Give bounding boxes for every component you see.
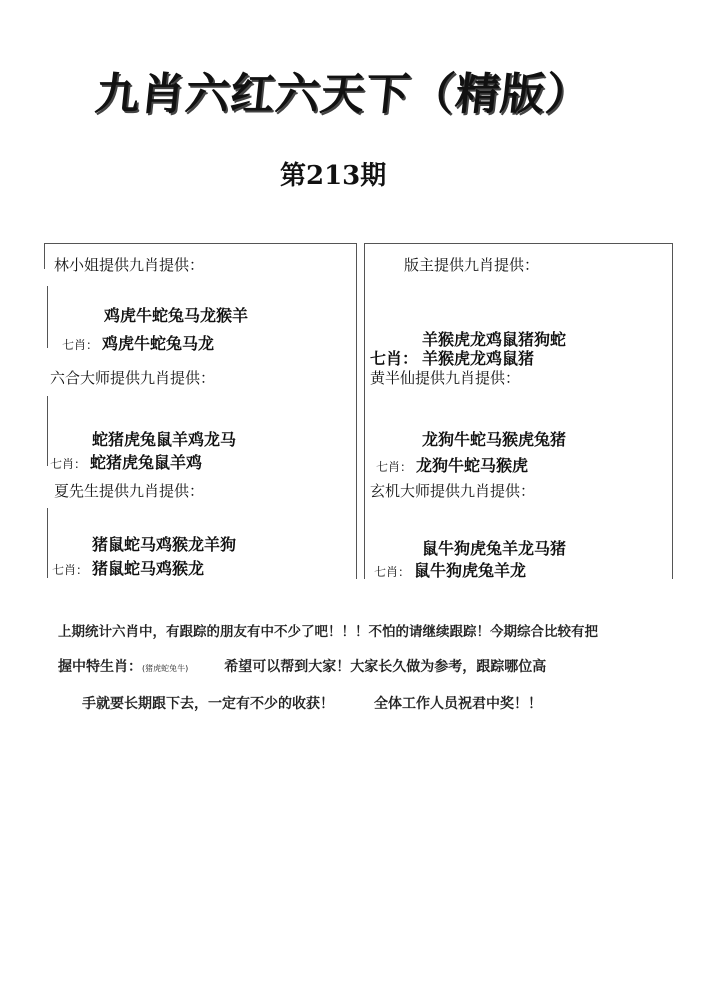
nine-zodiac-list: 羊猴虎龙鸡鼠猪狗蛇 xyxy=(422,330,567,349)
section-heading: 六合大师提供九肖提供： xyxy=(50,369,216,387)
seven-zodiac-list: 蛇猪虎兔鼠羊鸡 xyxy=(90,453,203,472)
footer-line-3-start: 手就要长期跟下去，一定有不少的收获！ xyxy=(82,696,334,712)
seven-label: 七肖： xyxy=(50,457,87,471)
footer-line-2-end: 希望可以帮到大家！大家长久做为参考，跟踪哪位高 xyxy=(224,659,547,675)
table-mid-border-left xyxy=(356,243,357,579)
seven-zodiac-row xyxy=(52,556,204,579)
seven-zodiac-row xyxy=(62,331,214,354)
seven-zodiac-row xyxy=(374,558,526,581)
nine-zodiac-list: 鼠牛狗虎兔羊龙马猪 xyxy=(422,539,567,558)
table-top-left-border xyxy=(44,243,356,244)
section-heading: 版主提供九肖提供： xyxy=(404,256,540,274)
seven-zodiac-list: 猪鼠蛇马鸡猴龙 xyxy=(92,559,205,578)
table-left-border-4 xyxy=(47,508,48,578)
seven-zodiac-list: 羊猴虎龙鸡鼠猪 xyxy=(422,349,535,368)
seven-zodiac-row xyxy=(370,346,534,369)
footer-line-2 xyxy=(58,656,546,676)
seven-zodiac-row xyxy=(50,450,202,473)
section-heading: 夏先生提供九肖提供： xyxy=(54,482,205,500)
seven-label: 七肖： xyxy=(52,563,89,577)
seven-label: 七肖： xyxy=(376,460,413,474)
table-right-border xyxy=(672,243,673,579)
page-title: 九肖六红六天下（精版） xyxy=(92,69,594,120)
issue-number: 第213期 xyxy=(280,161,387,191)
table-mid-border-right xyxy=(364,243,365,579)
table-left-border-3 xyxy=(47,396,48,466)
table-left-border-1 xyxy=(44,243,45,269)
seven-label: 七肖： xyxy=(370,349,419,368)
footer-line-3-end: 全体工作人员祝君中奖！！ xyxy=(374,696,542,712)
table-left-border-2 xyxy=(47,286,48,348)
seven-zodiac-list: 龙狗牛蛇马猴虎 xyxy=(416,456,529,475)
footer-line-3 xyxy=(82,693,542,713)
seven-zodiac-row xyxy=(376,453,528,476)
footer-line-2-start: 握中特生肖： xyxy=(58,659,142,675)
nine-zodiac-list: 猪鼠蛇马鸡猴龙羊狗 xyxy=(92,535,237,554)
footer-line-1: 上期统计六肖中，有跟踪的朋友有中不少了吧！！！不怕的请继续跟踪！今期综合比较有把 xyxy=(58,624,598,640)
seven-label: 七肖： xyxy=(62,338,99,352)
footer-note: (猪虎蛇兔牛) xyxy=(142,664,189,673)
seven-label: 七肖： xyxy=(374,565,411,579)
nine-zodiac-list: 鸡虎牛蛇兔马龙猴羊 xyxy=(104,306,249,325)
section-heading: 林小姐提供九肖提供： xyxy=(54,256,205,274)
section-heading: 黄半仙提供九肖提供： xyxy=(370,369,521,387)
table-top-right-border xyxy=(364,243,672,244)
seven-zodiac-list: 鸡虎牛蛇兔马龙 xyxy=(102,334,215,353)
nine-zodiac-list: 龙狗牛蛇马猴虎兔猪 xyxy=(422,430,567,449)
seven-zodiac-list: 鼠牛狗虎兔羊龙 xyxy=(414,561,527,580)
nine-zodiac-list: 蛇猪虎兔鼠羊鸡龙马 xyxy=(92,430,237,449)
section-heading: 玄机大师提供九肖提供： xyxy=(370,482,536,500)
